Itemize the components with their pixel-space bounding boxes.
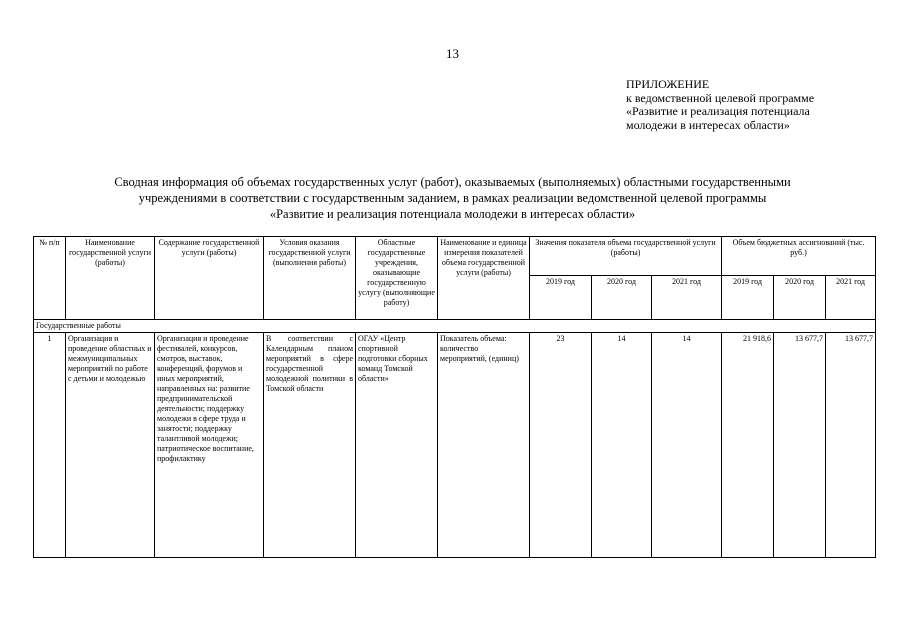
header-year: 2020 год [774,276,826,320]
row-service-content: Организация и проведение фестивалей, конкурсов, смотров, выставок, конференций, форумов и иных мероприятий, направленных на: развитие предпринимательской деятельности; поддержку молодежи в сфере труда и занятости; поддержку талантливой молодежи; патриотическое воспитание, профилактику [155,333,264,558]
appendix-line: ПРИЛОЖЕНИЕ [626,77,710,91]
header-year: 2019 год [722,276,774,320]
row-value-2021: 14 [652,333,722,558]
row-num: 1 [34,333,66,558]
row-value-2019: 23 [530,333,592,558]
header-values-group: Значения показателя объема государственной услуги (работы) [530,237,722,276]
header-year: 2019 год [530,276,592,320]
section-label: Государственные работы [34,320,876,333]
document-title-line: «Развитие и реализация потенциала молодежи в интересах области» [269,207,636,221]
section-row [34,320,876,333]
table-row [34,333,876,558]
row-budget-2019: 21 918,6 [722,333,774,558]
document-title-line: Сводная информация об объемах государственных услуг (работ), оказываемых (выполняемых) областными государственными [114,175,791,189]
appendix-note [626,78,814,132]
appendix-line: к ведомственной целевой программе [626,90,815,105]
row-value-2020: 14 [592,333,652,558]
header-year: 2021 год [652,276,722,320]
row-indicator: Показатель объема: количество мероприятий, (единиц) [438,333,530,558]
appendix-line: «Развитие и реализация потенциала [626,104,810,118]
row-institution: ОГАУ «Центр спортивной подготовки сборных команд Томской области» [356,333,438,558]
appendix-line: молодежи в интересах области» [626,117,790,132]
header-year: 2020 год [592,276,652,320]
row-budget-2021: 13 677,7 [826,333,876,558]
header-budget-group: Объем бюджетных ассигнований (тыс. руб.) [722,237,876,276]
document-title-line: учреждениями в соответствии с государственным заданием, в рамках реализации ведомственной целевой программы [138,191,767,205]
header-num: № п/п [34,237,66,320]
header-institutions: Областные государственные учреждения, оказывающие государственную услугу (выполняющие работу) [356,237,438,320]
row-service-name: Организация и проведение областных и межмуниципальных мероприятий по работе с детьми и молодежью [66,333,155,558]
services-table [33,236,876,558]
header-service-content: Содержание государственной услуги (работы) [155,237,264,320]
row-budget-2020: 13 677,7 [774,333,826,558]
header-conditions: Условия оказания государственной услуги (выполнения работы) [264,237,356,320]
table-header-row [34,237,876,276]
page-number: 13 [446,46,459,61]
row-conditions: В соответствии с Календарным планом мероприятий в сфере государственной молодежной политики в Томской области [264,333,356,558]
header-indicator: Наименование и единица измерения показателей объема государственной услуги (работы) [438,237,530,320]
header-year: 2021 год [826,276,876,320]
header-service-name: Наименование государственной услуги (работы) [66,237,155,320]
document-title [60,174,845,222]
